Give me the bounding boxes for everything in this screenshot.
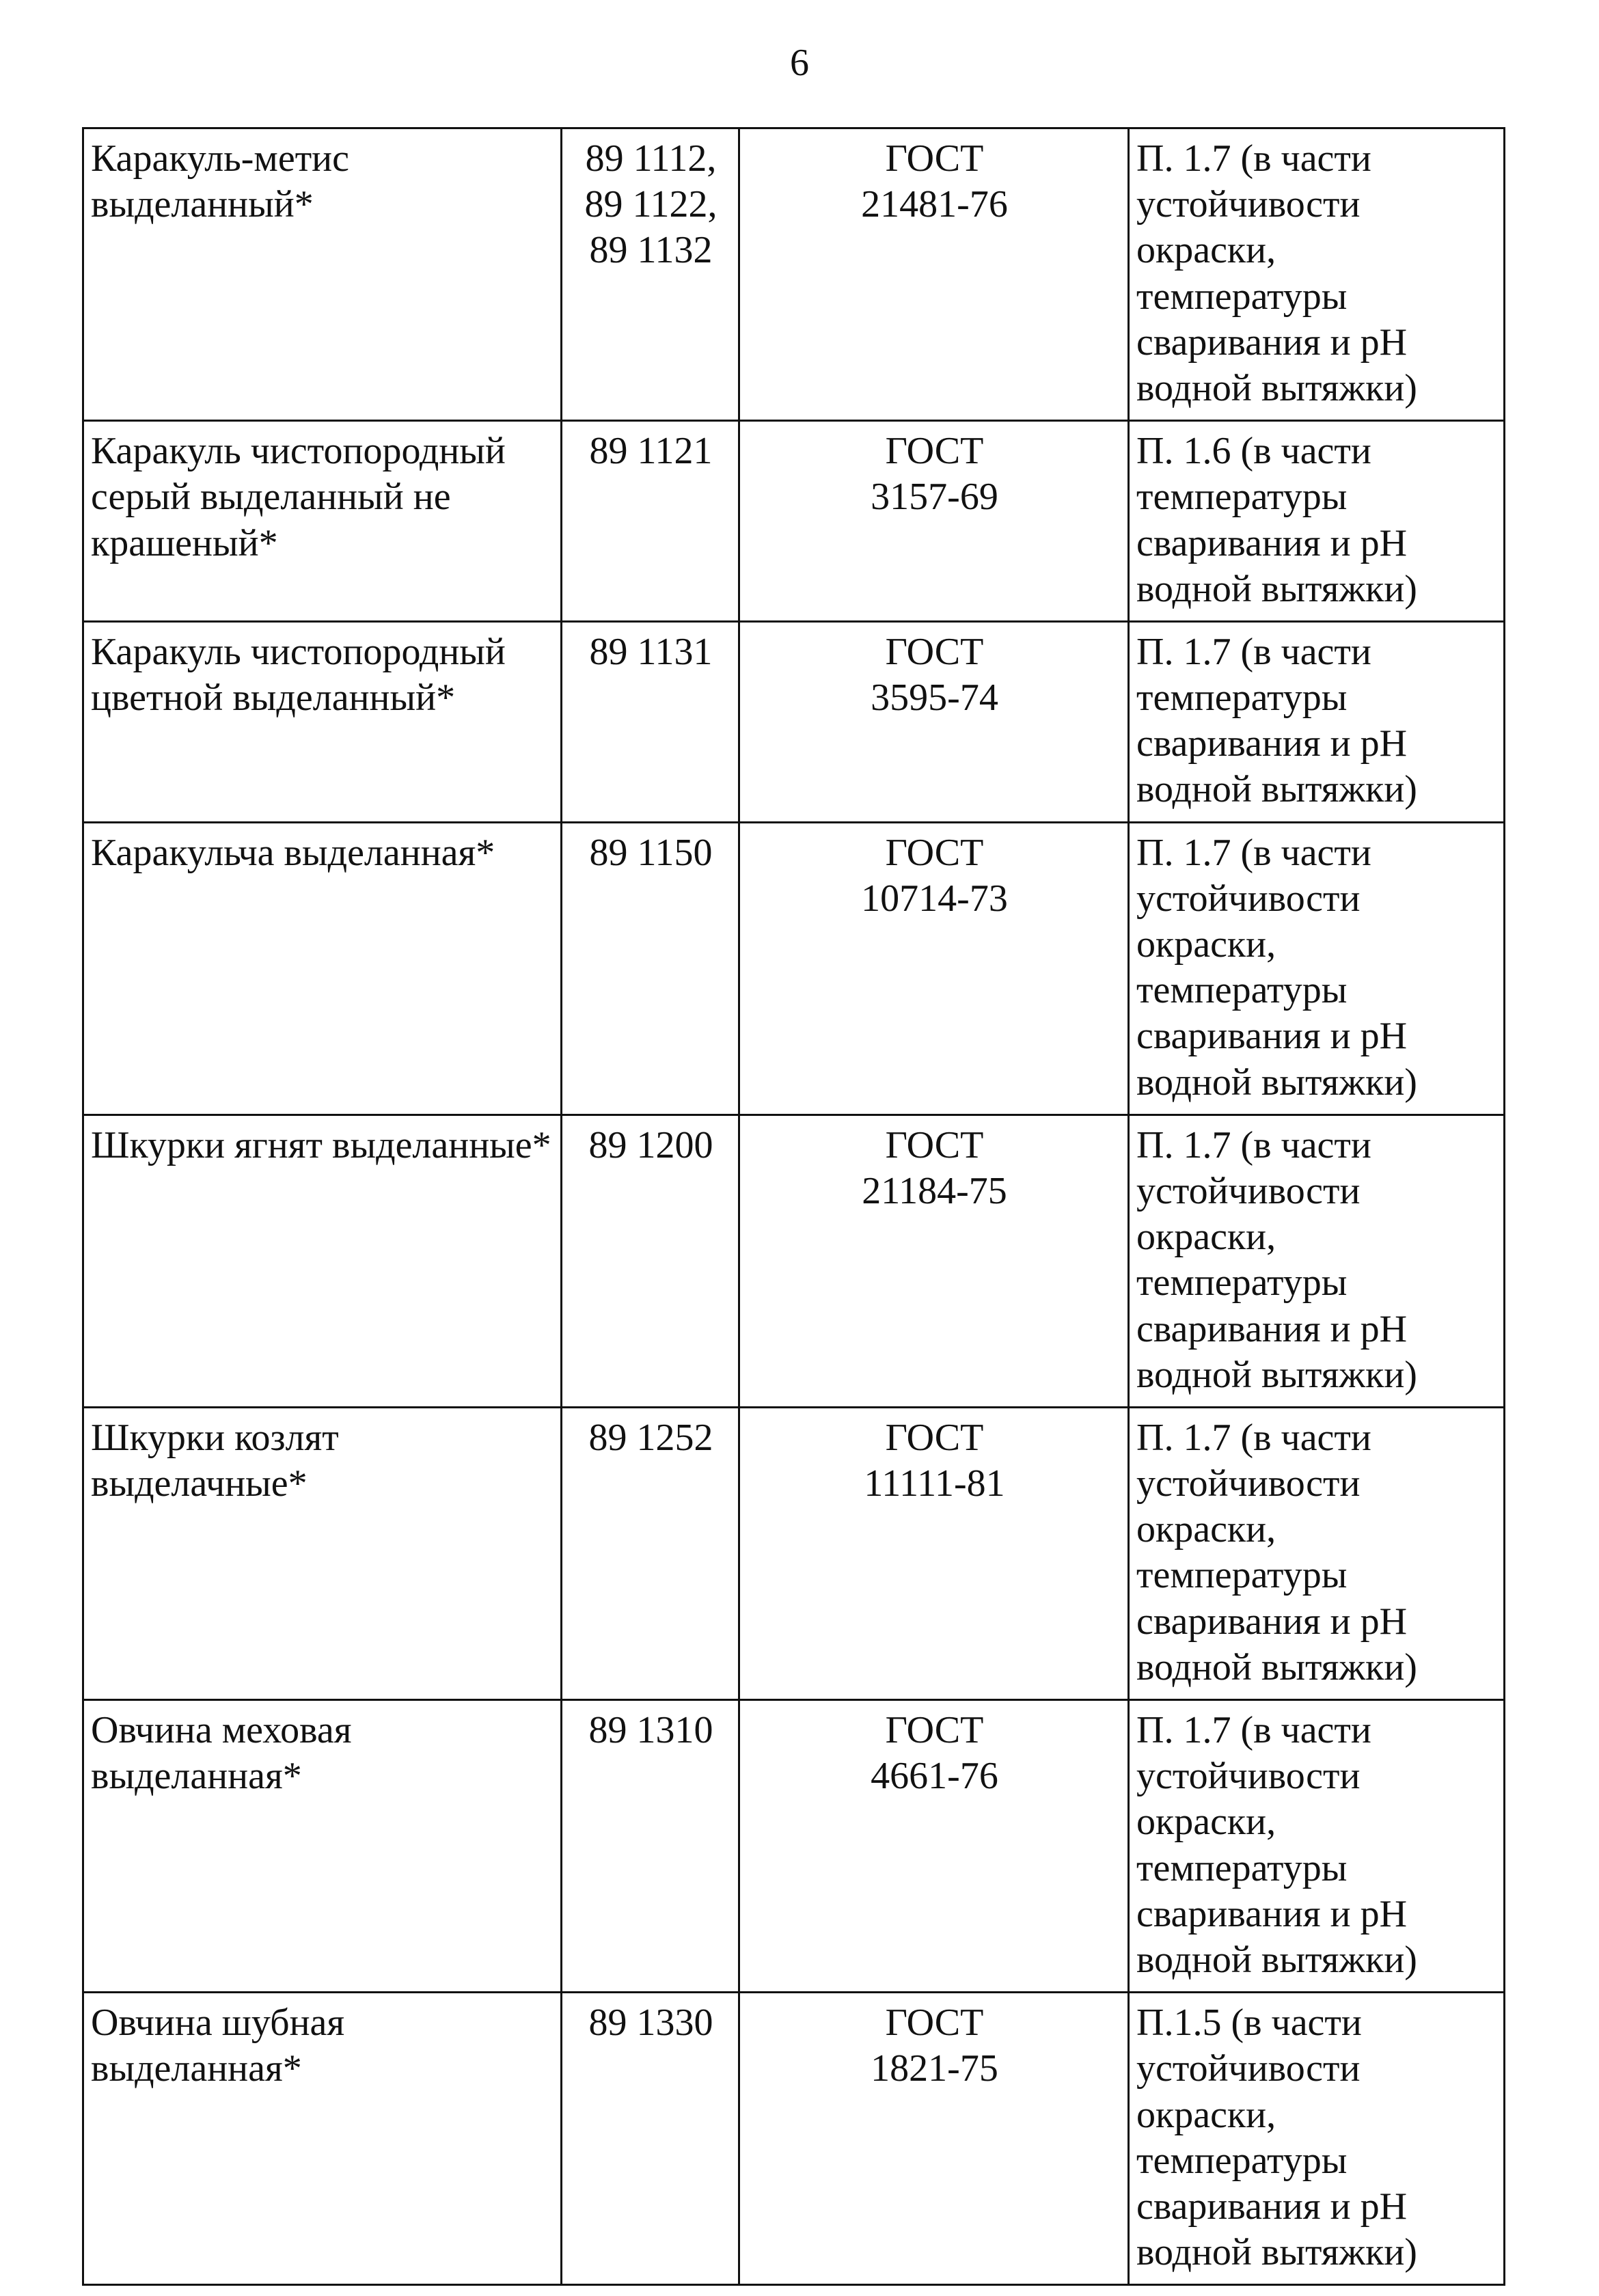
product-code-cell [562,1700,739,1993]
product-code-cell [562,621,739,822]
gost-cell [739,1700,1129,1993]
product-name: Шкурки козлят выделачные* [91,1416,339,1505]
product-name-cell [83,621,562,822]
gost-cell [739,822,1129,1115]
product-code-cell [562,1993,739,2285]
table-row [83,1115,1505,1407]
gost-standard: ГОСТ 4661-76 [871,1709,998,1798]
gost-cell [739,421,1129,622]
gost-standard: ГОСТ 10714-73 [861,831,1008,920]
requirement-cell [1129,421,1505,622]
product-name-cell [83,1993,562,2285]
gost-standard: ГОСТ 3595-74 [871,630,998,720]
requirement-cell [1129,1407,1505,1699]
requirement-clause: П.1.5 (в части устойчивости окраски, температуры сваривания и рН водной вытяжки) [1136,2001,1417,2274]
product-name: Шкурки ягнят выделанные* [91,1123,551,1166]
requirement-clause: П. 1.7 (в части устойчивости окраски, температуры сваривания и рН водной вытяжки) [1136,1416,1417,1689]
table-row [83,1407,1505,1699]
gost-cell [739,621,1129,822]
requirement-clause: П. 1.7 (в части устойчивости окраски, температуры сваривания и рН водной вытяжки) [1136,137,1417,409]
product-name: Каракуль чистопородный серый выделанный не крашеный* [91,430,506,564]
product-code: 89 1200 [588,1123,713,1166]
product-code-cell [562,1115,739,1407]
table-row [83,822,1505,1115]
product-code-cell [562,421,739,622]
product-code: 89 1150 [589,831,713,874]
page-number: 6 [790,42,809,84]
product-code: 89 1121 [589,430,713,473]
gost-standard: ГОСТ 21481-76 [861,137,1008,226]
requirement-clause: П. 1.7 (в части температуры сваривания и рН водной вытяжки) [1136,630,1417,811]
requirement-clause: П. 1.7 (в части устойчивости окраски, температуры сваривания и рН водной вытяжки) [1136,831,1417,1104]
gost-standard: ГОСТ 21184-75 [862,1123,1007,1212]
table-row [83,621,1505,822]
product-code-cell [562,822,739,1115]
gost-standard: ГОСТ 11111-81 [864,1416,1005,1505]
product-code-cell [562,128,739,421]
product-code: 89 1131 [589,630,713,673]
product-name: Овчина шубная выделанная* [91,2001,345,2090]
product-name: Каракуль чистопородный цветной выделанный* [91,630,506,720]
requirement-cell [1129,1993,1505,2285]
requirement-cell [1129,621,1505,822]
requirement-cell [1129,128,1505,421]
product-name-cell [83,1700,562,1993]
gost-cell [739,1993,1129,2285]
product-name-cell [83,1407,562,1699]
product-name: Каракульча выделанная* [91,831,495,874]
product-name: Каракуль-метис выделанный* [91,137,349,226]
product-name-cell [83,822,562,1115]
product-code: 89 1310 [588,1709,713,1751]
product-code-cell [562,1407,739,1699]
gost-standard: ГОСТ 3157-69 [871,430,998,519]
requirement-clause: П. 1.7 (в части устойчивости окраски, температуры сваривания и рН водной вытяжки) [1136,1123,1417,1396]
gost-standard: ГОСТ 1821-75 [871,2001,998,2090]
product-name-cell [83,421,562,622]
gost-cell [739,1407,1129,1699]
table-row [83,128,1505,421]
product-name: Овчина меховая выделанная* [91,1709,352,1798]
gost-cell [739,128,1129,421]
table-row [83,421,1505,622]
product-standards-table [82,127,1505,2286]
table-row [83,1700,1505,1993]
requirement-cell [1129,822,1505,1115]
product-name-cell [83,128,562,421]
requirement-clause: П. 1.7 (в части устойчивости окраски, температуры сваривания и рН водной вытяжки) [1136,1709,1417,1981]
product-name-cell [83,1115,562,1407]
product-code: 89 1112, 89 1122, 89 1132 [584,137,718,272]
gost-cell [739,1115,1129,1407]
requirement-cell [1129,1115,1505,1407]
product-code: 89 1252 [588,1416,713,1459]
requirement-clause: П. 1.6 (в части температуры сваривания и рН водной вытяжки) [1136,430,1417,610]
requirement-cell [1129,1700,1505,1993]
table-row [83,1993,1505,2285]
product-code: 89 1330 [588,2001,713,2045]
